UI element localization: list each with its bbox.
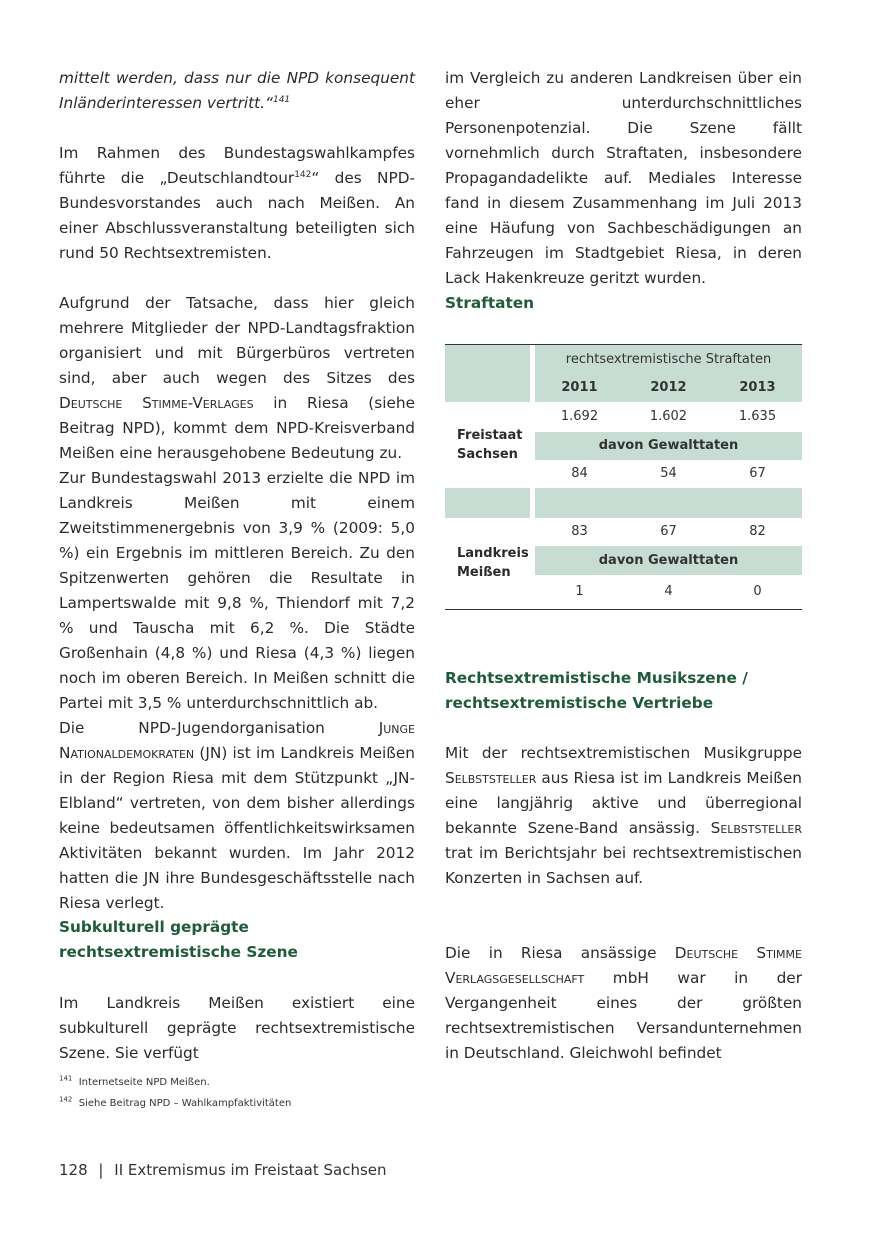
subheader-gewalttaten: davon Gewalttaten <box>535 546 802 575</box>
table-cell: 0 <box>753 584 762 600</box>
paragraph: Im Landkreis Meißen existiert eine subkulturell geprägte rechtsextremistische Szene. Sie verfügt <box>59 994 415 1062</box>
paragraph: Die in Riesa ansässige Deutsche Stimme Verlagsgesellschaft mbH war in der Vergangenheit eines der größten rechtsextremistischen Versandunternehmen in Deutschland. Gleichwohl befindet <box>445 944 802 1062</box>
table-cell: 67 <box>660 524 677 539</box>
table-cell: 1.692 <box>560 409 599 424</box>
section-heading: Subkulturell geprägte rechtsextremistische Szene <box>59 918 298 961</box>
left-column <box>59 66 415 116</box>
footnote: $^{142}$ Siehe Beitrag NPD – Wahlkampfaktivitäten <box>59 1095 292 1109</box>
left-column <box>59 991 415 1066</box>
paragraph: Mit der rechtsextremistischen Musikgruppe Selbststeller aus Riesa ist im Landkreis Meißen eine langjährig aktive und überregional bekannte Szene-Band ansässig. Selbststeller trat im Berichtsjahr bei rechtsextremistischen Konzerten in Sachsen auf. <box>445 744 802 887</box>
spacer-row <box>445 488 530 518</box>
table-corner <box>445 345 530 402</box>
table-cell: 1.602 <box>649 409 688 424</box>
page-number: 128 <box>59 1161 88 1179</box>
right-column <box>445 741 802 891</box>
chapter-title: II Extremismus im Freistaat Sachsen <box>114 1161 387 1179</box>
table-title: rechtsextremistische Straftaten <box>535 345 802 374</box>
spacer-row <box>535 488 802 518</box>
table-cell: 83 <box>571 524 588 539</box>
paragraph: Die NPD-Jugendorganisation Junge Nationaldemokraten (JN) ist im Landkreis Meißen in der Region Riesa mit dem Stützpunkt „JN-Elbland“ vertreten, von dem bisher allerdings keine bedeutsamen öffentlichkeitswirksamen Aktivitäten bekannt wurden. Im Jahr 2012 hatten die JN ihre Bundesgeschäftsstelle nach Riesa verlegt. <box>59 719 415 912</box>
year-header: 2011 <box>535 374 624 402</box>
paragraph: Zur Bundestagswahl 2013 erzielte die NPD im Landkreis Meißen mit einem Zweitstimmenergebnis von 3,9 % (2009: 5,0 %) ein Ergebnis im mittleren Bereich. Zu den Spitzenwerten gehören die Resultate in Lampertswalde mit 9,8 %, Thiendorf mit 7,2 % und Tauscha mit 6,2 %. Die Städte Großenhain (4,8 %) und Riesa (4,3 %) liegen noch im oberen Bereich. In Meißen schnitt die Partei mit 3,5 % unterdurchschnittlich ab. <box>59 469 415 712</box>
right-column <box>445 941 802 1066</box>
footnote: $^{141}$ Internetseite NPD Meißen. <box>59 1074 210 1088</box>
table-cell: 54 <box>660 466 677 481</box>
section-heading: Straftaten <box>445 294 535 312</box>
table-cell: 4 <box>664 584 673 600</box>
paragraph: Aufgrund der Tatsache, dass hier gleich mehrere Mitglieder der NPD-Landtagsfraktion organisiert und mit Bürgerbüros vertreten sind, aber auch wegen des Sitzes des Deutsche Stimme-Verlages in Riesa (siehe Beitrag NPD), kommt dem NPD-Kreisverband Meißen eine herausgehobene Bedeutung zu. <box>59 294 415 462</box>
footer-separator: | <box>98 1161 104 1179</box>
left-column <box>59 466 415 716</box>
table-cell: 1 <box>575 584 584 600</box>
subheader-gewalttaten: davon Gewalttaten <box>535 432 802 460</box>
left-column <box>59 291 415 466</box>
row-label-sachsen: Freistaat Sachsen <box>457 427 523 462</box>
paragraph: Im Rahmen des Bundestagswahlkampfes führte die „Deutschlandtour$^{142}$“ des NPD-Bundesvorstandes auch nach Meißen. An einer Abschlussveranstaltung beteiligten sich rund 50 Rechtsextremisten. <box>59 144 415 262</box>
right-column <box>445 66 802 291</box>
table-cell: 84 <box>571 466 588 481</box>
section-heading: Rechtsextremistische Musikszene / rechtsextremistische Vertriebe <box>445 669 748 712</box>
row-label-meissen: Landkreis Meißen <box>457 546 529 581</box>
left-column <box>59 716 415 916</box>
table-cell: 67 <box>749 466 766 481</box>
left-column <box>59 141 415 266</box>
straftaten-table <box>445 344 802 610</box>
table-cell: 82 <box>749 524 766 539</box>
page-footer <box>59 1161 387 1179</box>
paragraph: im Vergleich zu anderen Landkreisen über ein eher unterdurchschnittliches Personenpotenzial. Die Szene fällt vornehmlich durch Straftaten, insbesondere Propagandadelikte auf. Mediales Interesse fand in diesem Zusammenhang im Juli 2013 eine Häufung von Sachbeschädigungen an Fahrzeugen im Stadtgebiet Riesa, in deren Lack Hakenkreuze geritzt wurden. <box>445 69 802 287</box>
table-cell: 1.635 <box>738 409 777 424</box>
year-header: 2012 <box>624 374 713 402</box>
year-header: 2013 <box>713 374 802 402</box>
paragraph: mittelt werden, dass nur die NPD konsequent Inländerinteressen vertritt.“$^{141}$ <box>59 69 415 112</box>
